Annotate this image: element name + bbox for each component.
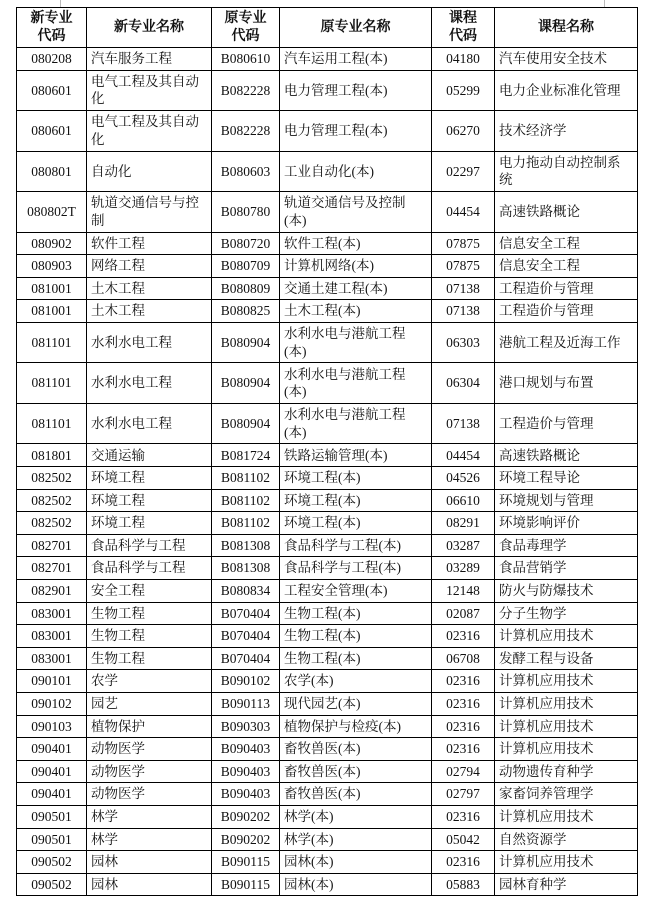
cell-old-major-name: 畜牧兽医(本) xyxy=(280,760,432,783)
cell-old-major-name: 工业自动化(本) xyxy=(280,151,432,192)
cell-new-major-name: 网络工程 xyxy=(87,255,212,278)
cell-new-major-name: 园艺 xyxy=(87,693,212,716)
table-row xyxy=(17,670,638,693)
cell-course-name: 计算机应用技术 xyxy=(495,715,638,738)
cell-old-major-code: B080780 xyxy=(212,192,280,233)
table-row xyxy=(17,70,638,111)
cell-new-major-code: 081101 xyxy=(17,363,87,404)
cell-new-major-code: 090103 xyxy=(17,715,87,738)
cell-course-name: 环境影响评价 xyxy=(495,512,638,535)
cell-new-major-name: 水利水电工程 xyxy=(87,403,212,444)
cell-old-major-name: 食品科学与工程(本) xyxy=(280,534,432,557)
header-line: 新专业 xyxy=(30,10,73,26)
cell-old-major-name: 生物工程(本) xyxy=(280,625,432,648)
cell-old-major-name: 林学(本) xyxy=(280,805,432,828)
table-row xyxy=(17,192,638,233)
table-row xyxy=(17,489,638,512)
cell-old-major-code: B080904 xyxy=(212,403,280,444)
cell-new-major-name: 动物医学 xyxy=(87,760,212,783)
cell-course-name: 高速铁路概论 xyxy=(495,444,638,467)
cell-old-major-code: B090202 xyxy=(212,828,280,851)
cell-new-major-code: 080601 xyxy=(17,111,87,152)
table-row xyxy=(17,693,638,716)
cell-old-major-name: 园林(本) xyxy=(280,851,432,874)
cell-course-code: 02316 xyxy=(432,805,495,828)
cell-course-name: 信息安全工程 xyxy=(495,255,638,278)
cell-course-name: 港航工程及近海工作 xyxy=(495,322,638,363)
cell-new-major-name: 园林 xyxy=(87,873,212,896)
cell-new-major-code: 081801 xyxy=(17,444,87,467)
table-row xyxy=(17,48,638,71)
cell-old-major-name: 水利水电与港航工程(本) xyxy=(280,322,432,363)
cell-new-major-code: 082502 xyxy=(17,467,87,490)
cell-new-major-code: 090102 xyxy=(17,693,87,716)
cell-new-major-name: 土木工程 xyxy=(87,300,212,323)
table-row xyxy=(17,738,638,761)
cell-old-major-code: B082228 xyxy=(212,111,280,152)
cell-old-major-code: B080825 xyxy=(212,300,280,323)
cell-old-major-code: B081308 xyxy=(212,557,280,580)
cell-old-major-name: 电力管理工程(本) xyxy=(280,70,432,111)
cell-new-major-code: 090401 xyxy=(17,738,87,761)
cell-old-major-code: B080720 xyxy=(212,232,280,255)
cell-new-major-name: 自动化 xyxy=(87,151,212,192)
table-row xyxy=(17,625,638,648)
cell-new-major-code: 090501 xyxy=(17,828,87,851)
cell-new-major-name: 动物医学 xyxy=(87,738,212,761)
cell-new-major-code: 082901 xyxy=(17,580,87,603)
cell-new-major-name: 轨道交通信号与控制 xyxy=(87,192,212,233)
cell-course-name: 食品毒理学 xyxy=(495,534,638,557)
cell-course-code: 06304 xyxy=(432,363,495,404)
header-course-code xyxy=(432,8,495,48)
cell-new-major-code: 080902 xyxy=(17,232,87,255)
cell-new-major-name: 水利水电工程 xyxy=(87,363,212,404)
cell-new-major-name: 食品科学与工程 xyxy=(87,557,212,580)
cell-course-code: 02316 xyxy=(432,851,495,874)
cell-old-major-name: 软件工程(本) xyxy=(280,232,432,255)
cell-old-major-name: 水利水电与港航工程(本) xyxy=(280,403,432,444)
cell-new-major-name: 植物保护 xyxy=(87,715,212,738)
table-row xyxy=(17,151,638,192)
cell-course-name: 电力企业标准化管理 xyxy=(495,70,638,111)
cell-new-major-code: 090401 xyxy=(17,760,87,783)
cell-course-name: 计算机应用技术 xyxy=(495,693,638,716)
cell-new-major-name: 园林 xyxy=(87,851,212,874)
header-line: 原专业 xyxy=(224,10,267,26)
table-row xyxy=(17,873,638,896)
cell-new-major-name: 软件工程 xyxy=(87,232,212,255)
cell-course-name: 发酵工程与设备 xyxy=(495,647,638,670)
header-old-major-code xyxy=(212,8,280,48)
cell-old-major-code: B081102 xyxy=(212,512,280,535)
cell-course-code: 04526 xyxy=(432,467,495,490)
header-line: 课程名称 xyxy=(538,19,594,35)
cell-course-name: 自然资源学 xyxy=(495,828,638,851)
cell-course-name: 分子生物学 xyxy=(495,602,638,625)
cell-course-name: 高速铁路概论 xyxy=(495,192,638,233)
cell-course-code: 05883 xyxy=(432,873,495,896)
cell-course-code: 04454 xyxy=(432,192,495,233)
cell-course-code: 12148 xyxy=(432,580,495,603)
cell-new-major-name: 环境工程 xyxy=(87,489,212,512)
cell-old-major-name: 林学(本) xyxy=(280,828,432,851)
table-row xyxy=(17,232,638,255)
cell-old-major-code: B081102 xyxy=(212,467,280,490)
cell-course-name: 工程造价与管理 xyxy=(495,277,638,300)
header-line: 代码 xyxy=(231,28,260,44)
cell-old-major-name: 汽车运用工程(本) xyxy=(280,48,432,71)
table-row xyxy=(17,277,638,300)
cell-course-name: 工程造价与管理 xyxy=(495,300,638,323)
cell-old-major-code: B082228 xyxy=(212,70,280,111)
cell-old-major-code: B080904 xyxy=(212,363,280,404)
table-row xyxy=(17,647,638,670)
cell-new-major-code: 081101 xyxy=(17,403,87,444)
cell-course-name: 计算机应用技术 xyxy=(495,670,638,693)
cell-new-major-code: 080601 xyxy=(17,70,87,111)
cell-new-major-name: 土木工程 xyxy=(87,277,212,300)
cell-old-major-code: B081724 xyxy=(212,444,280,467)
cell-old-major-code: B080610 xyxy=(212,48,280,71)
cell-course-code: 08291 xyxy=(432,512,495,535)
cell-new-major-code: 083001 xyxy=(17,625,87,648)
table-row xyxy=(17,760,638,783)
cell-course-code: 02316 xyxy=(432,670,495,693)
cell-course-code: 06303 xyxy=(432,322,495,363)
cell-course-code: 05042 xyxy=(432,828,495,851)
cell-course-name: 计算机应用技术 xyxy=(495,738,638,761)
cell-new-major-code: 081001 xyxy=(17,300,87,323)
cell-new-major-name: 动物医学 xyxy=(87,783,212,806)
cell-old-major-name: 铁路运输管理(本) xyxy=(280,444,432,467)
cell-old-major-code: B080603 xyxy=(212,151,280,192)
cell-new-major-name: 汽车服务工程 xyxy=(87,48,212,71)
cell-new-major-code: 090501 xyxy=(17,805,87,828)
cell-old-major-code: B080834 xyxy=(212,580,280,603)
cell-old-major-name: 环境工程(本) xyxy=(280,467,432,490)
cell-new-major-name: 农学 xyxy=(87,670,212,693)
table-row xyxy=(17,851,638,874)
header-course-name xyxy=(495,8,638,48)
cell-old-major-code: B090102 xyxy=(212,670,280,693)
cell-course-name: 技术经济学 xyxy=(495,111,638,152)
table-row xyxy=(17,444,638,467)
cell-old-major-name: 植物保护与检疫(本) xyxy=(280,715,432,738)
cell-course-name: 防火与防爆技术 xyxy=(495,580,638,603)
cell-old-major-code: B090202 xyxy=(212,805,280,828)
cell-old-major-name: 水利水电与港航工程(本) xyxy=(280,363,432,404)
cell-new-major-name: 食品科学与工程 xyxy=(87,534,212,557)
cell-old-major-code: B090113 xyxy=(212,693,280,716)
table-row xyxy=(17,557,638,580)
cell-course-code: 07875 xyxy=(432,255,495,278)
cell-old-major-name: 土木工程(本) xyxy=(280,300,432,323)
cell-new-major-name: 林学 xyxy=(87,828,212,851)
cell-new-major-code: 080801 xyxy=(17,151,87,192)
cell-new-major-code: 090502 xyxy=(17,851,87,874)
cell-old-major-code: B070404 xyxy=(212,602,280,625)
cell-course-code: 05299 xyxy=(432,70,495,111)
cell-course-code: 03289 xyxy=(432,557,495,580)
table-row xyxy=(17,363,638,404)
table-row xyxy=(17,602,638,625)
cell-old-major-name: 生物工程(本) xyxy=(280,647,432,670)
table-row xyxy=(17,111,638,152)
cell-course-name: 家畜饲养管理学 xyxy=(495,783,638,806)
header-old-major-name xyxy=(280,8,432,48)
page-margin-marker-right xyxy=(604,0,605,7)
cell-old-major-code: B080709 xyxy=(212,255,280,278)
cell-old-major-name: 交通土建工程(本) xyxy=(280,277,432,300)
cell-new-major-code: 081101 xyxy=(17,322,87,363)
cell-course-code: 06610 xyxy=(432,489,495,512)
course-mapping-table xyxy=(16,7,638,896)
cell-new-major-code: 090401 xyxy=(17,783,87,806)
cell-course-code: 02316 xyxy=(432,693,495,716)
cell-new-major-code: 090101 xyxy=(17,670,87,693)
cell-course-name: 环境规划与管理 xyxy=(495,489,638,512)
cell-new-major-name: 电气工程及其自动化 xyxy=(87,70,212,111)
table-row xyxy=(17,467,638,490)
cell-course-name: 计算机应用技术 xyxy=(495,805,638,828)
cell-course-code: 03287 xyxy=(432,534,495,557)
cell-new-major-code: 082701 xyxy=(17,534,87,557)
cell-course-code: 07138 xyxy=(432,300,495,323)
cell-old-major-code: B090403 xyxy=(212,760,280,783)
table-row xyxy=(17,805,638,828)
table-row xyxy=(17,783,638,806)
cell-old-major-code: B090303 xyxy=(212,715,280,738)
cell-old-major-name: 畜牧兽医(本) xyxy=(280,738,432,761)
cell-course-name: 食品营销学 xyxy=(495,557,638,580)
cell-course-code: 02087 xyxy=(432,602,495,625)
cell-old-major-name: 轨道交通信号及控制(本) xyxy=(280,192,432,233)
cell-course-code: 02316 xyxy=(432,738,495,761)
cell-new-major-code: 080208 xyxy=(17,48,87,71)
cell-old-major-code: B070404 xyxy=(212,647,280,670)
cell-course-code: 04454 xyxy=(432,444,495,467)
cell-old-major-name: 生物工程(本) xyxy=(280,602,432,625)
cell-old-major-name: 现代园艺(本) xyxy=(280,693,432,716)
header-line: 代码 xyxy=(449,28,477,44)
cell-course-name: 港口规划与布置 xyxy=(495,363,638,404)
cell-course-code: 02316 xyxy=(432,625,495,648)
table-row xyxy=(17,580,638,603)
header-line: 课程 xyxy=(449,10,477,26)
cell-old-major-name: 食品科学与工程(本) xyxy=(280,557,432,580)
header-new-major-name xyxy=(87,8,212,48)
cell-new-major-name: 电气工程及其自动化 xyxy=(87,111,212,152)
cell-old-major-name: 环境工程(本) xyxy=(280,512,432,535)
cell-course-code: 06708 xyxy=(432,647,495,670)
cell-new-major-code: 082502 xyxy=(17,512,87,535)
cell-old-major-name: 电力管理工程(本) xyxy=(280,111,432,152)
cell-course-name: 工程造价与管理 xyxy=(495,403,638,444)
cell-new-major-code: 080903 xyxy=(17,255,87,278)
cell-new-major-code: 083001 xyxy=(17,647,87,670)
cell-old-major-code: B081102 xyxy=(212,489,280,512)
cell-course-code: 02794 xyxy=(432,760,495,783)
cell-new-major-name: 交通运输 xyxy=(87,444,212,467)
cell-course-code: 07875 xyxy=(432,232,495,255)
cell-course-code: 04180 xyxy=(432,48,495,71)
cell-old-major-name: 计算机网络(本) xyxy=(280,255,432,278)
table-body xyxy=(17,48,638,896)
cell-new-major-name: 生物工程 xyxy=(87,647,212,670)
cell-new-major-name: 环境工程 xyxy=(87,467,212,490)
header-line: 原专业名称 xyxy=(320,19,391,35)
cell-new-major-name: 生物工程 xyxy=(87,602,212,625)
cell-course-name: 园林育种学 xyxy=(495,873,638,896)
cell-new-major-code: 083001 xyxy=(17,602,87,625)
cell-course-code: 02297 xyxy=(432,151,495,192)
cell-old-major-name: 畜牧兽医(本) xyxy=(280,783,432,806)
header-line: 代码 xyxy=(37,28,66,44)
cell-new-major-name: 林学 xyxy=(87,805,212,828)
cell-old-major-code: B090115 xyxy=(212,873,280,896)
table-row xyxy=(17,322,638,363)
cell-new-major-name: 生物工程 xyxy=(87,625,212,648)
cell-course-name: 汽车使用安全技术 xyxy=(495,48,638,71)
cell-old-major-name: 农学(本) xyxy=(280,670,432,693)
table-row xyxy=(17,512,638,535)
cell-new-major-code: 082502 xyxy=(17,489,87,512)
cell-old-major-code: B081308 xyxy=(212,534,280,557)
table-row xyxy=(17,828,638,851)
cell-old-major-code: B080904 xyxy=(212,322,280,363)
page-margin-marker-left xyxy=(60,0,61,7)
table-row xyxy=(17,255,638,278)
cell-new-major-code: 080802T xyxy=(17,192,87,233)
cell-new-major-code: 082701 xyxy=(17,557,87,580)
cell-course-name: 计算机应用技术 xyxy=(495,851,638,874)
cell-old-major-code: B090403 xyxy=(212,738,280,761)
cell-old-major-code: B080809 xyxy=(212,277,280,300)
cell-old-major-name: 园林(本) xyxy=(280,873,432,896)
header-line: 新专业名称 xyxy=(114,19,184,35)
cell-new-major-code: 090502 xyxy=(17,873,87,896)
cell-course-code: 07138 xyxy=(432,403,495,444)
cell-old-major-name: 环境工程(本) xyxy=(280,489,432,512)
cell-new-major-code: 081001 xyxy=(17,277,87,300)
table-row xyxy=(17,534,638,557)
cell-course-name: 计算机应用技术 xyxy=(495,625,638,648)
table-row xyxy=(17,300,638,323)
table-row xyxy=(17,715,638,738)
cell-course-name: 电力拖动自动控制系统 xyxy=(495,151,638,192)
cell-course-code: 07138 xyxy=(432,277,495,300)
table-header-row xyxy=(17,8,638,48)
table-row xyxy=(17,403,638,444)
cell-new-major-name: 安全工程 xyxy=(87,580,212,603)
cell-course-code: 02797 xyxy=(432,783,495,806)
cell-course-name: 动物遗传育种学 xyxy=(495,760,638,783)
cell-course-code: 02316 xyxy=(432,715,495,738)
cell-new-major-name: 水利水电工程 xyxy=(87,322,212,363)
cell-old-major-code: B070404 xyxy=(212,625,280,648)
header-new-major-code xyxy=(17,8,87,48)
cell-old-major-code: B090403 xyxy=(212,783,280,806)
cell-old-major-code: B090115 xyxy=(212,851,280,874)
cell-new-major-name: 环境工程 xyxy=(87,512,212,535)
cell-old-major-name: 工程安全管理(本) xyxy=(280,580,432,603)
cell-course-name: 信息安全工程 xyxy=(495,232,638,255)
cell-course-name: 环境工程导论 xyxy=(495,467,638,490)
cell-course-code: 06270 xyxy=(432,111,495,152)
